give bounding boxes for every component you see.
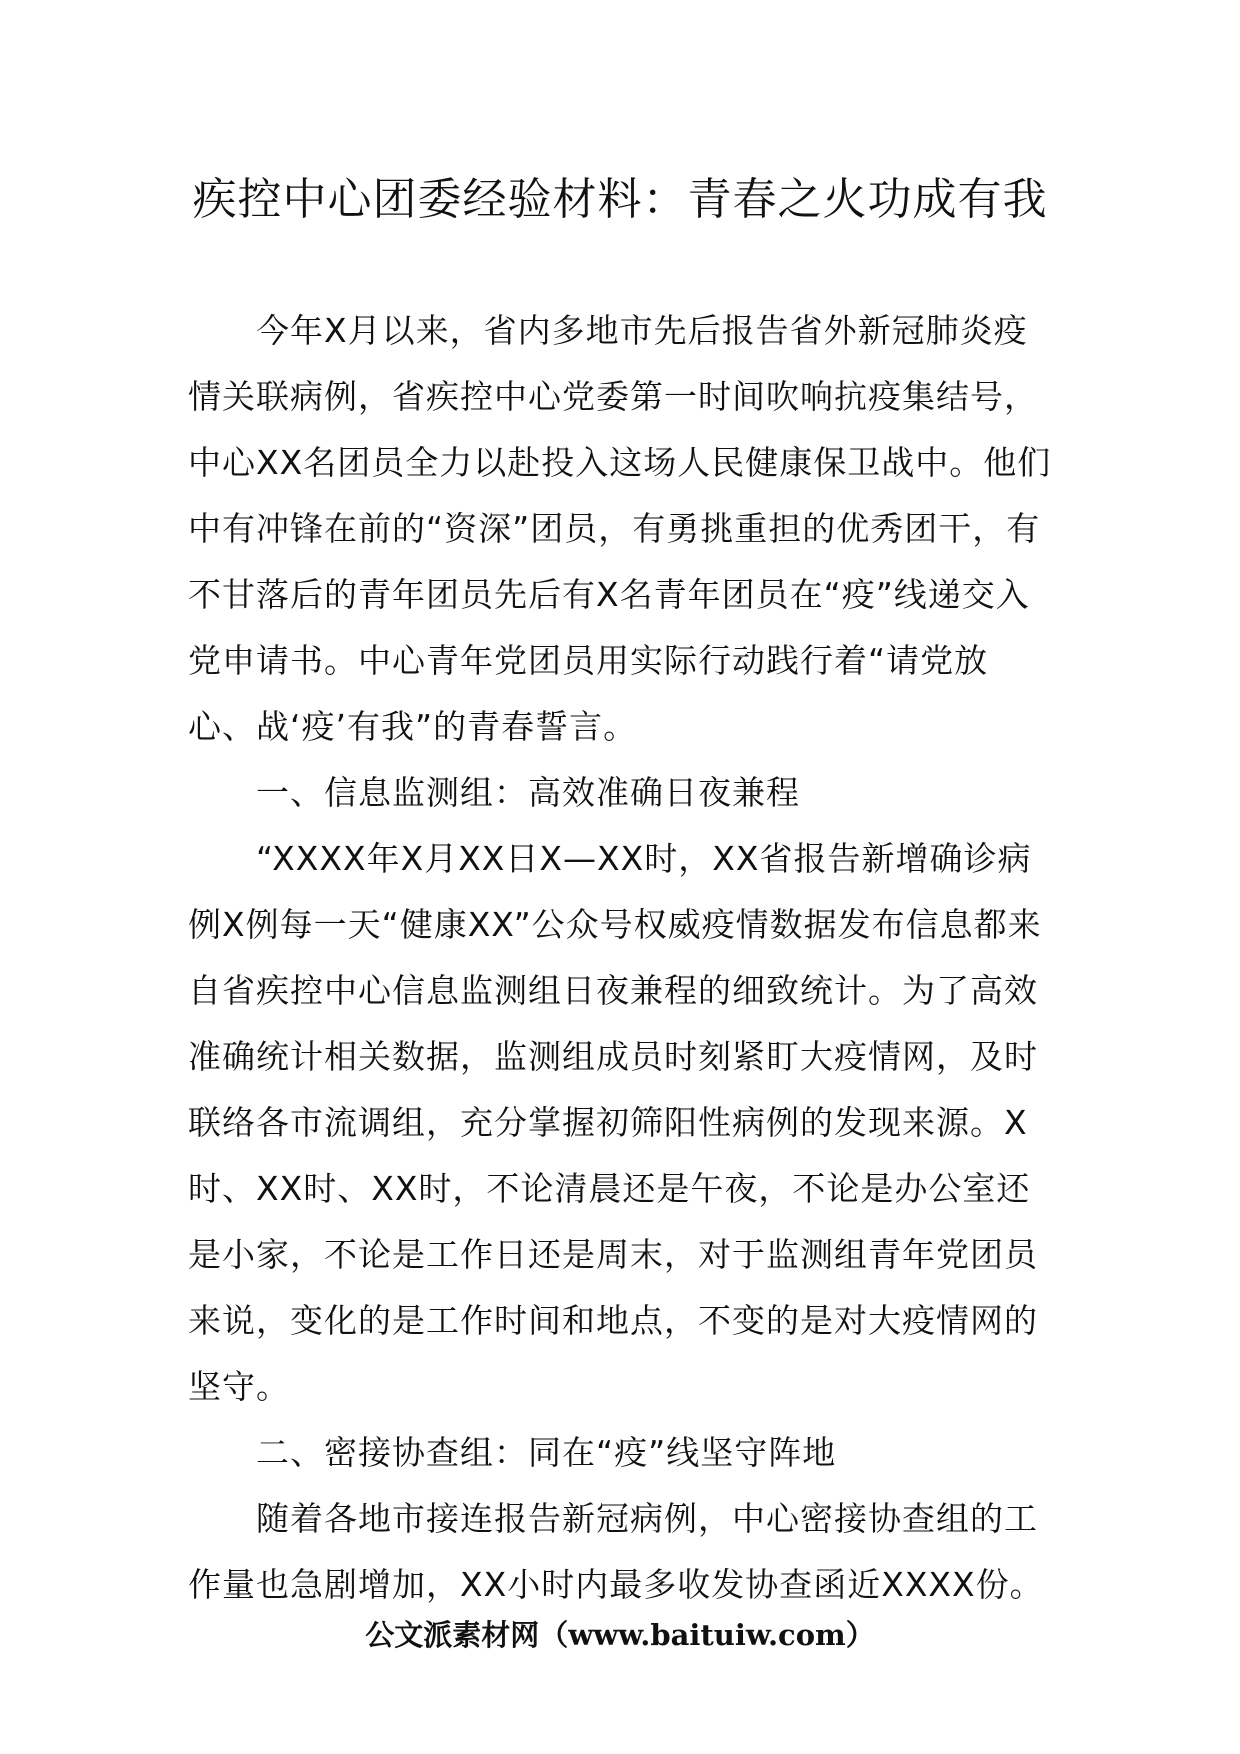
section-heading-1: 一、信息监测组：高效准确日夜兼程 [256,773,800,812]
footer-watermark: 公文派素材网（www.baituiw.com） [365,1618,875,1652]
paragraph-intro: 今年X月以来，省内多地市先后报告省外新冠肺炎疫情关联病例，省疾控中心党委第一时间吹响抗疫集结号，中心XX名团员全力以赴投入这场人民健康保卫战中。他们中有冲锋在前的“资深”团员，有勇挑重担的优秀团干，有不甘落后的青年团员先后有X名青年团员在“疫”线递交入党申请书。中心青年党团员用实际行动践行着“请党放心、战‘疫’有我”的青春誓言。 [188,311,1052,746]
paragraph-section-2: 随着各地市接连报告新冠病例，中心密接协查组的工作量也急剧增加，XX小时内最多收发协查函近XXXX份。 [188,1499,1044,1604]
section-heading-2: 二、密接协查组：同在“疫”线坚守阵地 [256,1433,837,1472]
document-body [188,298,1056,1618]
paragraph-section-1: “XXXX年X月XX日X—XX时，XX省报告新增确诊病例X例每一天“健康XX”公众号权威疫情数据发布信息都来自省疾控中心信息监测组日夜兼程的细致统计。为了高效准确统计相关数据，监测组成员时刻紧盯大疫情网，及时联络各市流调组，充分掌握初筛阳性病例的发现来源。X时、XX时、XX时，不论清晨还是午夜，不论是办公室还是小家，不论是工作日还是周末，对于监测组青年党团员来说，变化的是工作时间和地点，不变的是对大疫情网的坚守。 [188,839,1042,1406]
document-title: 疾控中心团委经验材料：青春之火功成有我 [192,174,1048,225]
